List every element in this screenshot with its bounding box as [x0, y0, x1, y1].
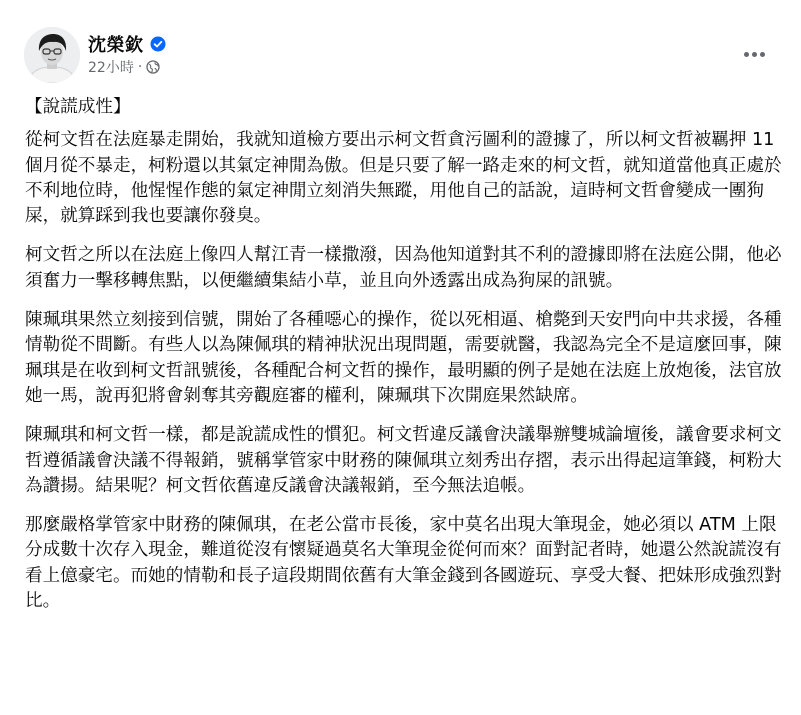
post-title: 【說謊成性】	[25, 97, 131, 117]
author-name[interactable]: 沈榮欽	[88, 35, 144, 56]
more-dots-icon	[744, 52, 749, 57]
avatar-portrait-image	[24, 27, 80, 83]
more-options-button[interactable]	[736, 36, 772, 72]
post-paragraph: 陳珮琪果然立刻接到信號，開始了各種噁心的操作，從以死相逼、槍斃到天安門向中共求援，各種情勒從不間斷。有些人以為陳佩琪的精神狀況出現問題，需要就醫，我認為完全不是這麼回事，陳珮琪是在收到柯文哲訊號後，各種配合柯文哲的操作，最明顯的例子是她在法庭上放炮後，法官放她一馬，說再犯將會剝奪其旁觀庭審的權利，陳珮琪下次開庭果然缺席。	[25, 310, 782, 406]
post-paragraph: 柯文哲之所以在法庭上像四人幫江青一樣撒潑，因為他知道對其不利的證據即將在法庭公開，他必須奮力一擊移轉焦點，以便繼續集結小草，並且向外透露出成為狗屎的訊號。	[25, 245, 782, 291]
author-avatar[interactable]	[24, 27, 80, 83]
author-name-row	[88, 32, 166, 56]
post-timestamp[interactable]: 22小時	[88, 60, 134, 76]
post-paragraph: 那麼嚴格掌管家中財務的陳佩琪，在老公當市長後，家中莫名出現大筆現金，她必須以 ATM 上限分成數十次存入現金，難道從沒有懷疑過莫名大筆現金從何而來？面對記者時，她還公然說謊沒有看上億豪宅。而她的情勒和長子這段期間依舊有大筆金錢到各國遊玩、享受大餐、把妹形成強烈對比。	[25, 515, 782, 612]
post-header	[24, 24, 784, 88]
verified-badge-icon	[150, 36, 166, 52]
post-body	[25, 95, 785, 628]
meta-separator: ·	[137, 59, 143, 75]
post-paragraph: 陳珮琪和柯文哲一樣，都是說謊成性的慣犯。柯文哲違反議會決議舉辦雙城論壇後，議會要求柯文哲遵循議會決議不得報銷，號稱掌管家中財務的陳佩琪立刻秀出存摺，表示出得起這筆錢，柯粉大為讚揚。結果呢？柯文哲依舊違反議會決議報銷，至今無法追帳。	[25, 425, 782, 496]
post-meta	[88, 58, 160, 76]
globe-icon[interactable]	[146, 60, 160, 74]
post-paragraph: 從柯文哲在法庭暴走開始，我就知道檢方要出示柯文哲貪污圖利的證據了，所以柯文哲被羈押 11 個月從不暴走，柯粉還以其氣定神閒為傲。但是只要了解一路走來的柯文哲，就知道當他真正處於不利地位時，他惺惺作態的氣定神閒立刻消失無蹤，用他自己的話說，這時柯文哲會變成一團狗屎，就算踩到我也要讓你發臭。	[25, 130, 782, 227]
